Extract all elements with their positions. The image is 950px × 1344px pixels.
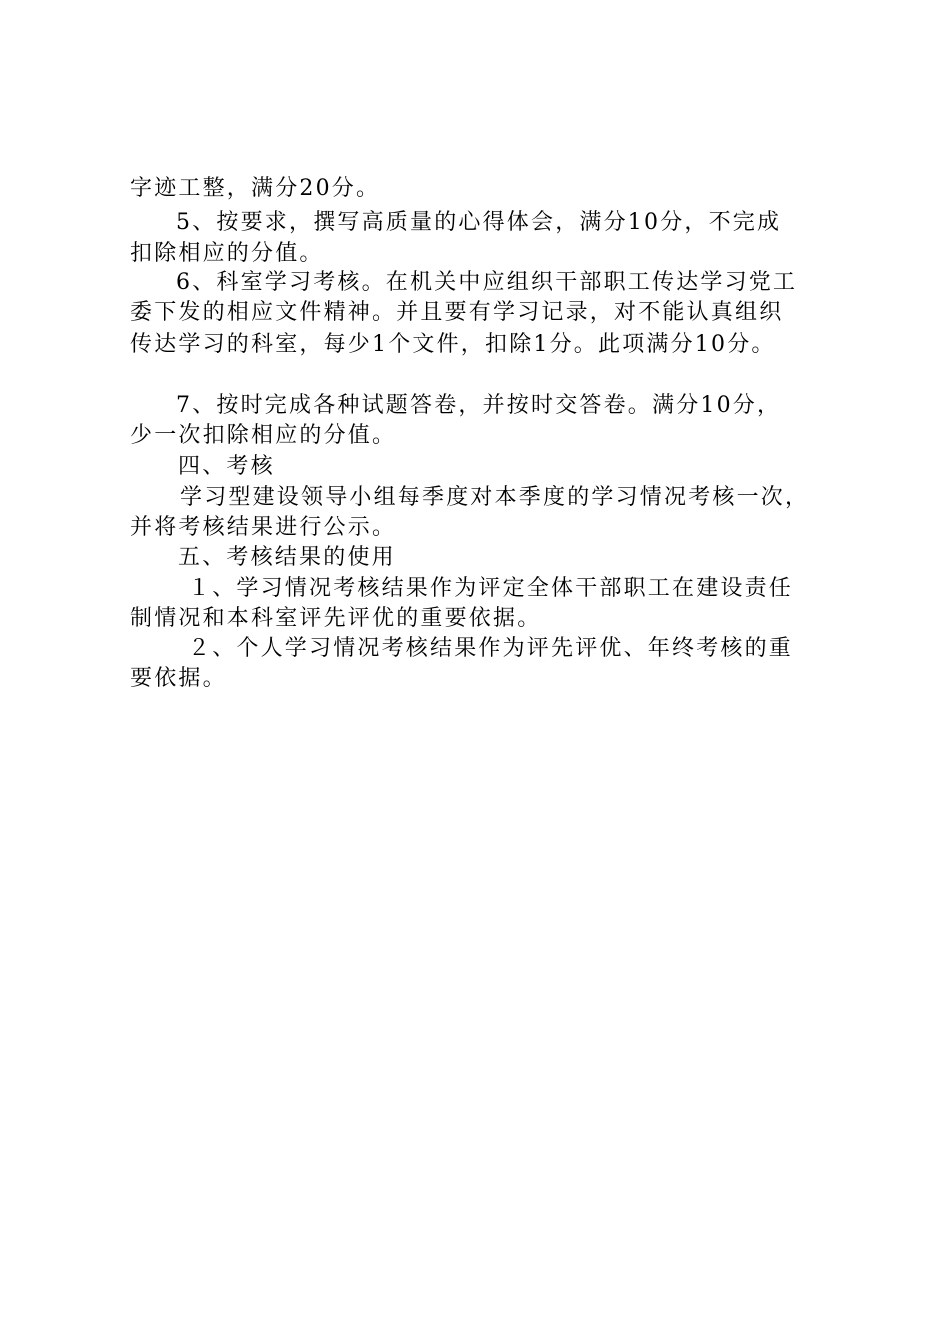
paragraph-line: 5、按要求，撰写高质量的心得体会，满分10分，不完成 (176, 210, 782, 235)
paragraph-line: １、学习情况考核结果作为评定全体干部职工在建设责任 (188, 576, 794, 601)
paragraph-line: ２、个人学习情况考核结果作为评先评优、年终考核的重 (188, 636, 794, 661)
paragraph-line: 传达学习的科室，每少1个文件，扣除1分。此项满分10分。 (130, 332, 776, 357)
paragraph-line: 并将考核结果进行公示。 (130, 515, 397, 540)
paragraph-line: 要依据。 (130, 666, 227, 691)
section-heading: 四、考核 (178, 454, 275, 479)
paragraph-line: 6、科室学习考核。在机关中应组织干部职工传达学习党工 (176, 270, 798, 295)
paragraph-line: 字迹工整，满分20分。 (130, 176, 381, 201)
paragraph-line: 委下发的相应文件精神。并且要有学习记录，对不能认真组织 (130, 300, 784, 325)
paragraph-line: 7、按时完成各种试题答卷，并按时交答卷。满分10分， (176, 393, 782, 418)
section-heading: 五、考核结果的使用 (178, 545, 396, 570)
paragraph-line: 学习型建设领导小组每季度对本季度的学习情况考核一次， (180, 485, 810, 510)
paragraph-line: 扣除相应的分值。 (130, 241, 324, 266)
paragraph-line: 少一次扣除相应的分值。 (130, 423, 397, 448)
paragraph-line: 制情况和本科室评先评优的重要依据。 (130, 606, 542, 631)
